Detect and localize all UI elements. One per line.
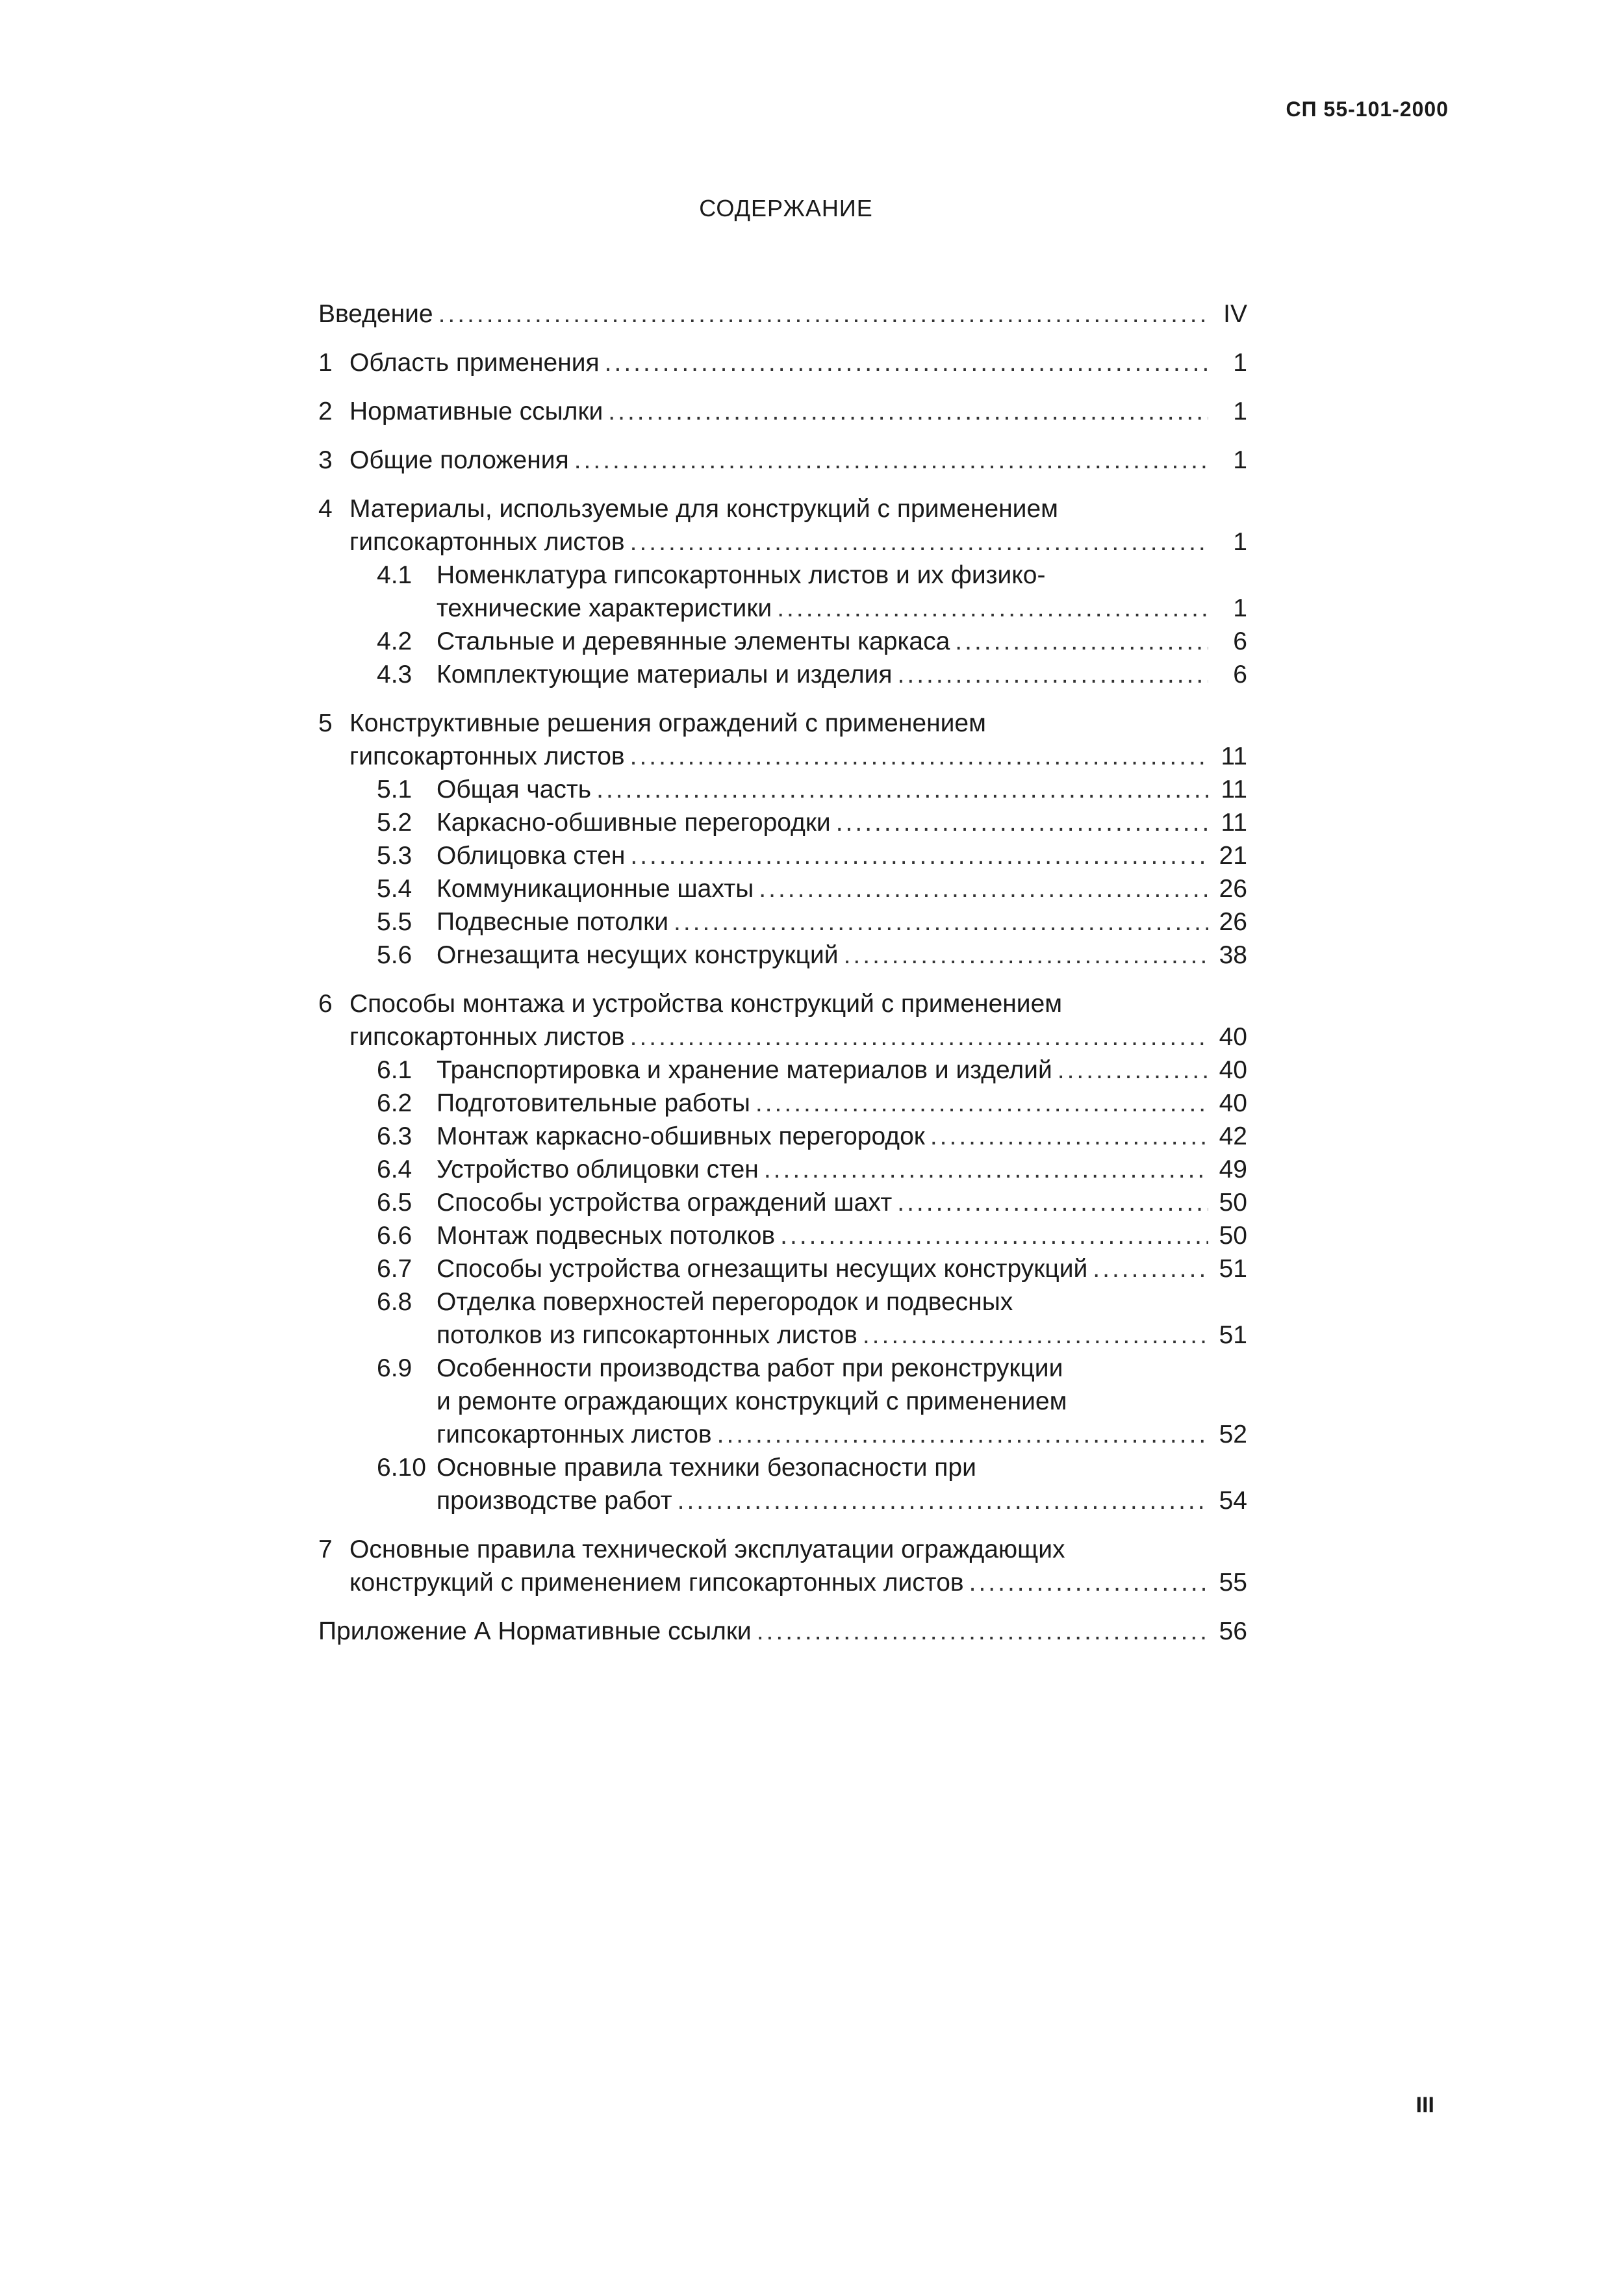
toc-entry-text: Способы устройства огнезащиты несущих конструкций [437,1255,1088,1283]
toc-entry-text: Стальные и деревянные элементы каркаса [437,627,950,655]
subsection-number: 6.7 [377,1255,412,1283]
toc-page-number: 40 [1219,1056,1247,1084]
subsection-number: 6.5 [377,1189,412,1217]
subsection-number: 5.4 [377,875,412,903]
toc-entry-text: Нормативные ссылки [349,398,603,425]
dot-leader [605,346,1208,379]
dot-leader [678,1484,1208,1517]
toc-entry-text-line1: Особенности производства работ при реконструкции [437,1354,1063,1382]
toc-entry-section-3 [318,444,1247,477]
subsection-number: 5.6 [377,941,412,969]
dot-leader [630,839,1208,872]
toc-page-number: 52 [1219,1421,1247,1448]
toc-entry-text-line1: Номенклатура гипсокартонных листов и их физико- [437,561,1046,589]
toc-entry-text: гипсокартонных листов [349,528,625,556]
dot-leader [630,740,1208,773]
toc-page-number: 54 [1219,1487,1247,1515]
toc-page-number: 40 [1219,1089,1247,1117]
dot-leader [844,939,1208,972]
toc-entry-text: Способы устройства ограждений шахт [437,1189,893,1217]
toc-entry-intro [318,297,1247,331]
toc-page-number: 6 [1233,627,1247,655]
toc-page-number: 1 [1233,349,1247,377]
toc-entry-text: Приложение А Нормативные ссылки [318,1617,752,1645]
toc-page-number: 26 [1219,908,1247,936]
toc-page-number: 42 [1219,1122,1247,1150]
dot-leader [898,658,1208,691]
subsection-number: 4.2 [377,627,412,655]
toc-entry-text: Коммуникационные шахты [437,875,754,903]
toc-entry-text: Область применения [349,349,600,377]
toc-page-number: 40 [1219,1023,1247,1051]
toc-page-number: 55 [1219,1569,1247,1597]
page-number: III [1415,2093,1434,2117]
toc-entry-text-line1: Материалы, используемые для конструкций с применением [349,495,1058,523]
dot-leader [630,1020,1208,1054]
subsection-number: 6.4 [377,1156,412,1183]
subsection-number: 5.3 [377,842,412,870]
dot-leader [969,1566,1208,1599]
toc-page-number: 51 [1219,1321,1247,1349]
dot-leader [574,444,1208,477]
toc-page-number: 11 [1221,776,1247,803]
toc-page-number: 1 [1233,446,1247,474]
toc-entry-text: конструкций с применением гипсокартонных листов [349,1569,964,1597]
toc-page-number: 50 [1219,1189,1247,1217]
toc-entry-section-1 [318,346,1247,379]
section-number: 6 [318,990,333,1018]
toc-entry-text: потолков из гипсокартонных листов [437,1321,857,1349]
toc-page-number: 6 [1233,661,1247,689]
subsection-number: 4.3 [377,661,412,689]
dot-leader [757,1615,1208,1648]
dot-leader [764,1153,1208,1186]
toc-page-number: 51 [1219,1255,1247,1283]
dot-leader [438,297,1208,331]
toc-entry-text: Огнезащита несущих конструкций [437,941,839,969]
toc-entry-text: гипсокартонных листов [437,1421,712,1448]
subsection-number: 6.6 [377,1222,412,1250]
toc-page-number: 11 [1221,809,1247,837]
dot-leader [596,773,1208,806]
toc-entry-text: Каркасно-обшивные перегородки [437,809,831,837]
toc-entry-appendix-a [318,1615,1247,1648]
toc-entry-text: Устройство облицовки стен [437,1156,759,1183]
toc-entry-section-6 [318,987,1247,1517]
section-number: 3 [318,446,333,474]
toc-page-number: 26 [1219,875,1247,903]
toc-page-number: 1 [1233,398,1247,425]
toc-entry-text: гипсокартонных листов [349,1023,625,1051]
toc-entry-text: Транспортировка и хранение материалов и изделий [437,1056,1052,1084]
dot-leader [955,625,1208,658]
toc-entry-section-5 [318,707,1247,972]
section-number: 1 [318,349,333,377]
toc-page-number: 50 [1219,1222,1247,1250]
toc-entry-text-line1: Конструктивные решения ограждений с применением [349,709,986,737]
toc-entry-section-7 [318,1533,1247,1599]
toc-page-number: 1 [1233,528,1247,556]
table-of-contents [318,297,1247,1663]
toc-entry-text: Подготовительные работы [437,1089,750,1117]
toc-page-number: 38 [1219,941,1247,969]
toc-entry-text: Общие положения [349,446,569,474]
toc-entry-text: Введение [318,300,433,328]
toc-entry-text: Подвесные потолки [437,908,668,936]
toc-entry-section-4 [318,492,1247,691]
dot-leader [777,592,1208,625]
toc-page-number: IV [1223,300,1247,328]
subsection-number: 6.10 [377,1454,426,1482]
toc-entry-text-line1: Способы монтажа и устройства конструкций с применением [349,990,1063,1018]
subsection-number: 6.8 [377,1288,412,1316]
dot-leader [674,905,1208,939]
toc-page-number: 56 [1219,1617,1247,1645]
dot-leader [780,1219,1208,1252]
toc-page-number: 49 [1219,1156,1247,1183]
section-number: 4 [318,495,333,523]
subsection-number: 6.2 [377,1089,412,1117]
toc-entry-text: Монтаж каркасно-обшивных перегородок [437,1122,925,1150]
dot-leader [897,1186,1208,1219]
dot-leader [863,1319,1208,1352]
toc-entry-text-line2: и ремонте ограждающих конструкций с применением [437,1387,1067,1415]
subsection-number: 5.2 [377,809,412,837]
toc-entry-text-line1: Основные правила техники безопасности при [437,1454,976,1482]
section-number: 2 [318,398,333,425]
toc-title: СОДЕРЖАНИЕ [699,195,873,221]
dot-leader [1093,1252,1208,1285]
document-code: СП 55-101-2000 [1286,97,1449,121]
toc-entry-text-line1: Основные правила технической эксплуатации ограждающих [349,1535,1065,1563]
toc-entry-text: Монтаж подвесных потолков [437,1222,776,1250]
dot-leader [755,1087,1208,1120]
toc-page-number: 21 [1219,842,1247,870]
subsection-number: 5.1 [377,776,412,803]
dot-leader [1058,1054,1208,1087]
subsection-number: 6.3 [377,1122,412,1150]
subsection-number: 6.9 [377,1354,412,1382]
dot-leader [608,395,1208,428]
subsection-number: 6.1 [377,1056,412,1084]
toc-page-number: 11 [1221,742,1247,770]
toc-entry-text-line1: Отделка поверхностей перегородок и подвесных [437,1288,1013,1316]
dot-leader [717,1418,1208,1451]
dot-leader [836,806,1208,839]
section-number: 7 [318,1535,333,1563]
toc-entry-text: производстве работ [437,1487,672,1515]
dot-leader [759,872,1208,905]
toc-entry-text: гипсокартонных листов [349,742,625,770]
toc-entry-section-2 [318,395,1247,428]
subsection-number: 5.5 [377,908,412,936]
toc-entry-text: Общая часть [437,776,592,803]
toc-entry-text: Облицовка стен [437,842,626,870]
dot-leader [930,1120,1208,1153]
dot-leader [630,525,1208,559]
toc-entry-text: технические характеристики [437,594,772,622]
subsection-number: 4.1 [377,561,412,589]
section-number: 5 [318,709,333,737]
toc-page-number: 1 [1233,594,1247,622]
toc-entry-text: Комплектующие материалы и изделия [437,661,893,689]
